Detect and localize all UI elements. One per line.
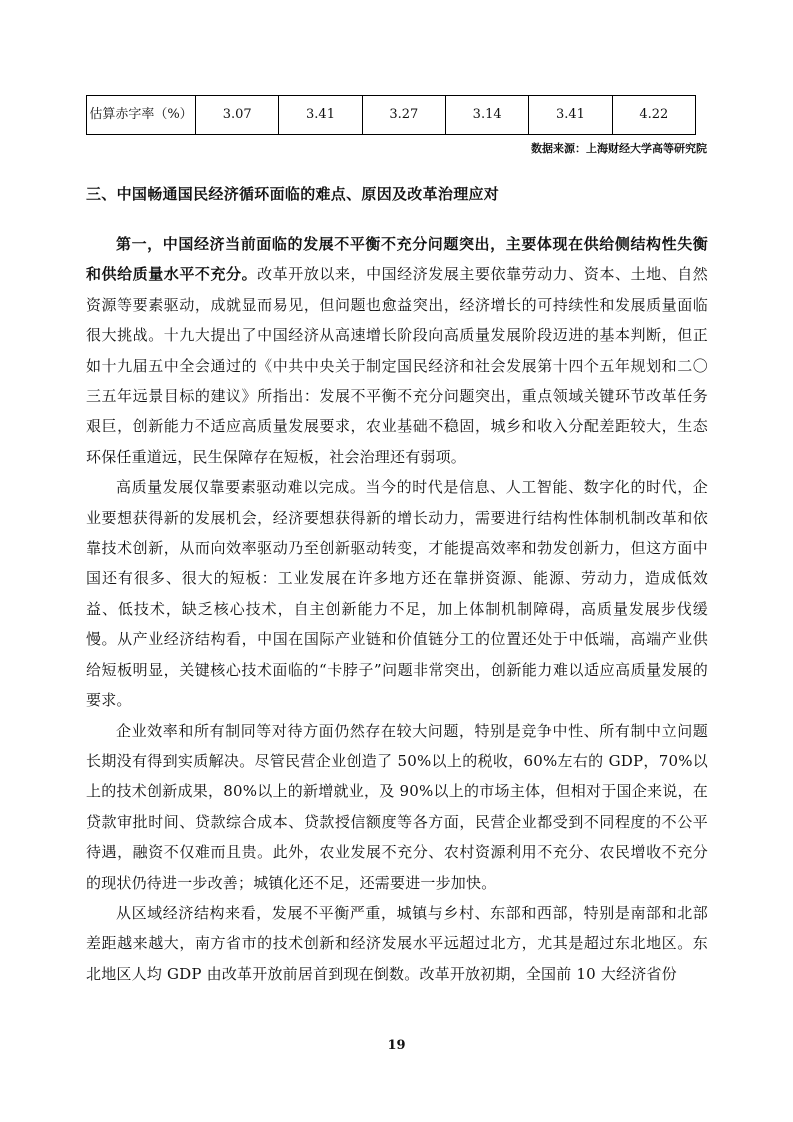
- table-row: [87, 96, 696, 135]
- paragraph: [86, 229, 708, 472]
- section-title: 三、中国畅通国民经济循环面临的难点、原因及改革治理应对: [86, 185, 500, 203]
- deficit-rate-table: [86, 95, 696, 135]
- table-cell: 3.41: [529, 96, 612, 135]
- table-cell: 3.41: [279, 96, 362, 135]
- paragraph-text: 改革开放以来，中国经济发展主要依靠劳动力、资本、土地、自然资源等要素驱动，成就显而易见，但问题也愈益突出，经济增长的可持续性和发展质量面临很大挑战。十九大提出了中国经济从高速增长阶段向高质量发展阶段迈进的基本判断，但正如十九届五中全会通过的《中共中央关于制定国民经济和社会发展第十四个五年规划和二〇三五年远景目标的建议》所指出：发展不平衡不充分问题突出，重点领域关键环节改革任务艰巨，创新能力不适应高质量发展要求，农业基础不稳固，城乡和收入分配差距较大，生态环保任重道远，民生保障存在短板，社会治理还有弱项。: [86, 265, 708, 466]
- paragraph: 从区域经济结构来看，发展不平衡严重，城镇与乡村、东部和西部，特别是南部和北部差距越来越大，南方省市的技术创新和经济发展水平远超过北方，尤其是超过东北地区。东北地区人均 GDP 由改革开放前居首到现在倒数。改革开放初期，全国前 10 大经济省份: [86, 903, 708, 983]
- table-cell: 3.14: [445, 96, 528, 135]
- table-row-label: 估算赤字率（%）: [87, 96, 196, 135]
- paragraph: 企业效率和所有制同等对待方面仍然存在较大问题，特别是竞争中性、所有制中立问题长期没有得到实质解决。尽管民营企业创造了 50%以上的税收，60%左右的 GDP，70%以上的技术创新成果，80%以上的新增就业，及 90%以上的市场主体，但相对于国企来说，在贷款审批时间、贷款综合成本、贷款授信额度等各方面，民营企业都受到不同程度的不公平待遇，融资不仅难而且贵。此外，农业发展不充分、农村资源利用不充分、农民增收不充分的现状仍待进一步改善；城镇化还不足，还需要进一步加快。: [86, 721, 708, 892]
- table-cell: 3.07: [196, 96, 279, 135]
- table-cell: 4.22: [612, 96, 695, 135]
- paragraph-lead-bold: 第一，中国经济当前面临的发展不平衡不充分问题突出，主要体现在供给侧结构性失衡和供给质量水平不充分。: [86, 235, 708, 284]
- body-text: [86, 229, 708, 989]
- source-note: 数据来源：上海财经大学高等研究院: [531, 142, 707, 155]
- table-cell: 3.27: [362, 96, 445, 135]
- page-number: 19: [387, 1038, 406, 1053]
- paragraph: 高质量发展仅靠要素驱动难以完成。当今的时代是信息、人工智能、数字化的时代，企业要想获得新的发展机会，经济要想获得新的增长动力，需要进行结构性体制机制改革和依靠技术创新，从而向效率驱动乃至创新驱动转变，才能提高效率和勃发创新力，但这方面中国还有很多、很大的短板：工业发展在许多地方还在靠拼资源、能源、劳动力，造成低效益、低技术，缺乏核心技术，自主创新能力不足，加上体制机制障碍，高质量发展步伐缓慢。从产业经济结构看，中国在国际产业链和价值链分工的位置还处于中低端，高端产业供给短板明显，关键核心技术面临的“卡脖子”问题非常突出，创新能力难以适应高质量发展的要求。: [86, 478, 708, 710]
